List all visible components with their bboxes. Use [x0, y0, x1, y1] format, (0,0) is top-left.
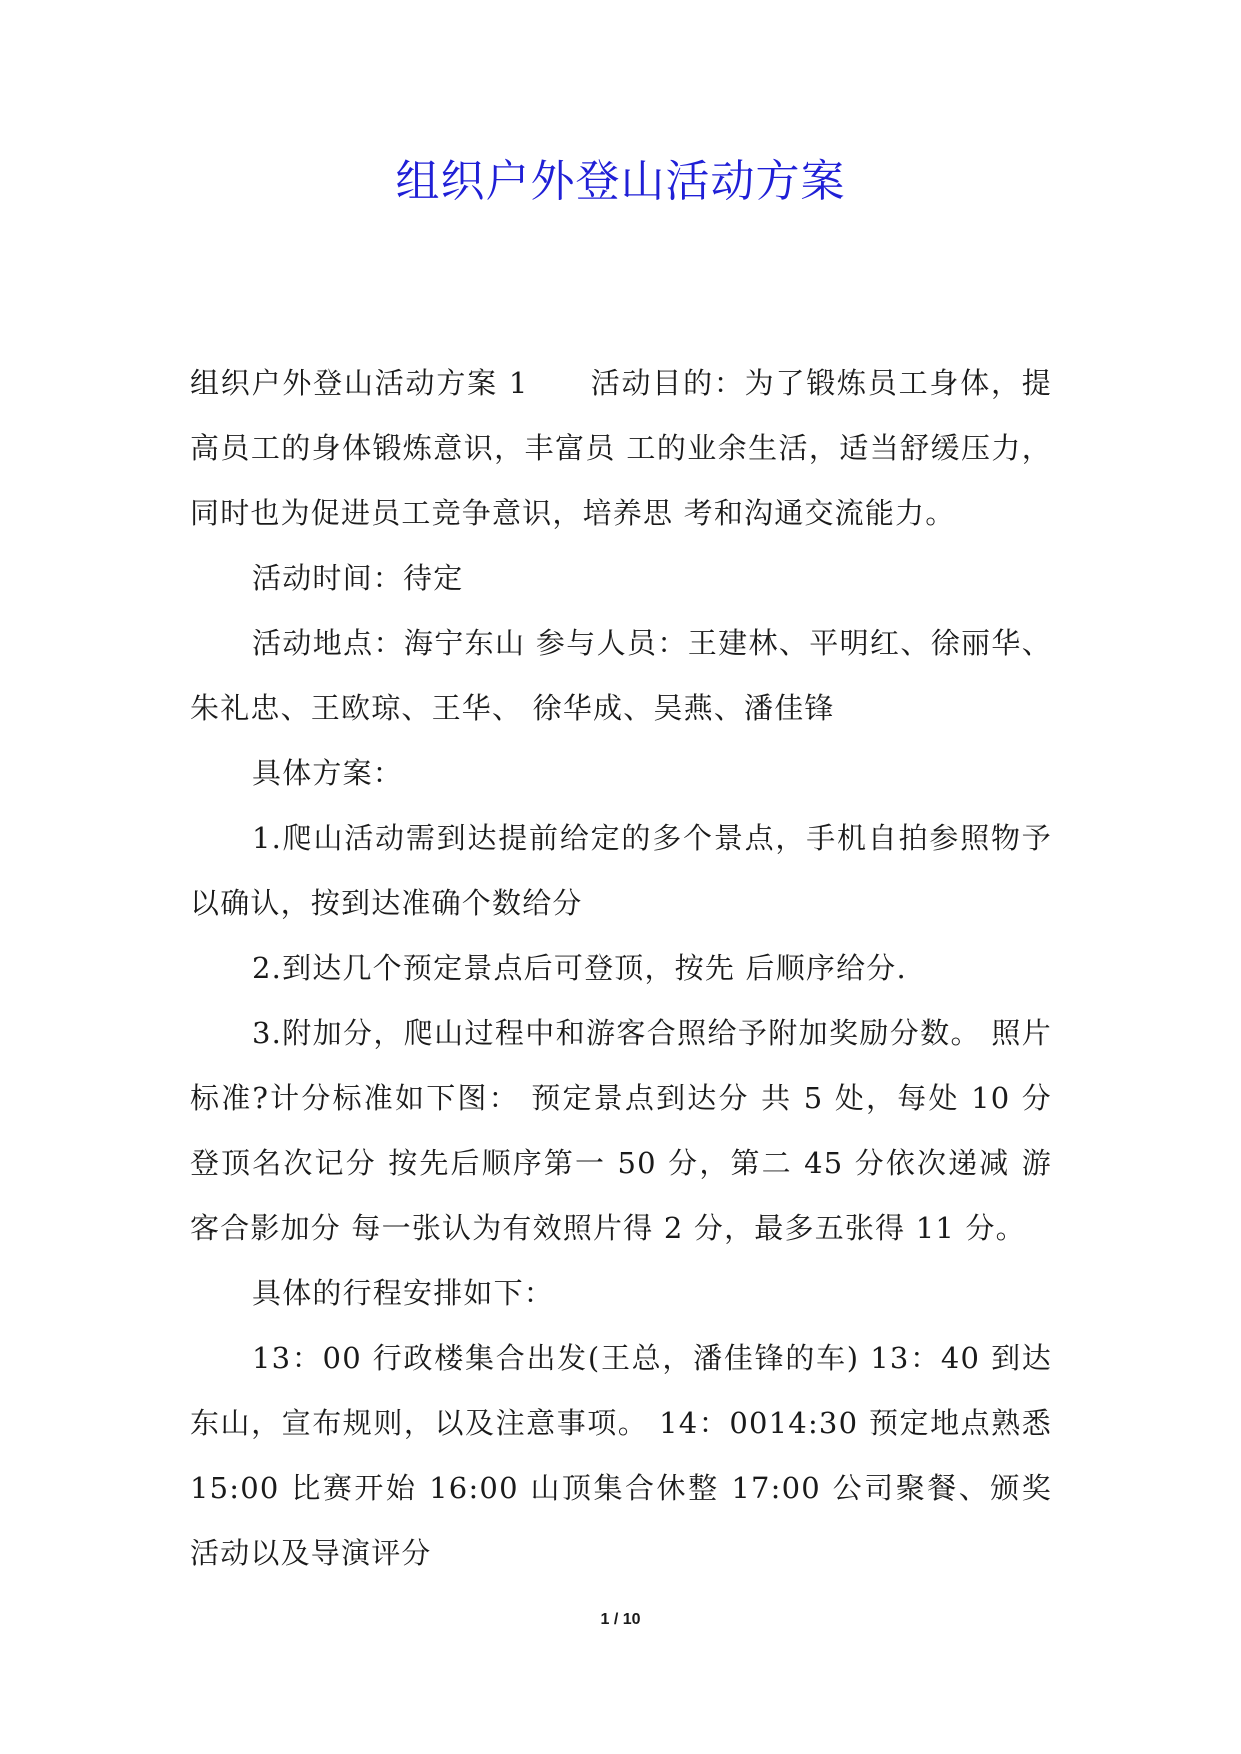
paragraph-location-participants: 活动地点：海宁东山 参与人员：王建林、平明红、徐丽华、朱礼忠、王欧琼、王华、 徐华成、吴燕、潘佳锋: [190, 626, 1052, 725]
page-number: 1 / 10: [600, 1611, 641, 1628]
page-title: 组织户外登山活动方案: [395, 156, 846, 207]
paragraph-rule-2: 2.到达几个预定景点后可登顶，按先 后顺序给分.: [252, 951, 907, 985]
paragraph-plan-heading: 具体方案：: [252, 756, 404, 790]
paragraph-rule-1: 1.爬山活动需到达提前给定的多个景点，手机自拍参照物予以确认，按到达准确个数给分: [190, 821, 1052, 920]
paragraph-schedule-heading: 具体的行程安排如下：: [252, 1276, 555, 1310]
document-body: [190, 351, 1052, 1586]
paragraph-rule-3: 3.附加分，爬山过程中和游客合照给予附加奖励分数。 照片标准?计分标准如下图： 预定景点到达分 共 5 处，每处 10 分 登顶名次记分 按先后顺序第一 50 分，第二 45 分依次递减 游客合影加分 每一张认为有效照片得 2 分，最多五张得 11 分。: [190, 1016, 1052, 1245]
paragraph-time: 活动时间：待定: [252, 561, 464, 595]
paragraph-purpose: 组织户外登山活动方案 1 活动目的：为了锻炼员工身体，提高员工的身体锻炼意识，丰富员 工的业余生活，适当舒缓压力，同时也为促进员工竞争意识，培养思 考和沟通交流能力。: [190, 366, 1052, 530]
paragraph-schedule: 13：00 行政楼集合出发(王总，潘佳锋的车) 13：40 到达东山，宣布规则，以及注意事项。 14：0014:30 预定地点熟悉 15:00 比赛开始 16:00 山顶集合休整 17:00 公司聚餐、颁奖活动以及导演评分: [190, 1341, 1052, 1570]
